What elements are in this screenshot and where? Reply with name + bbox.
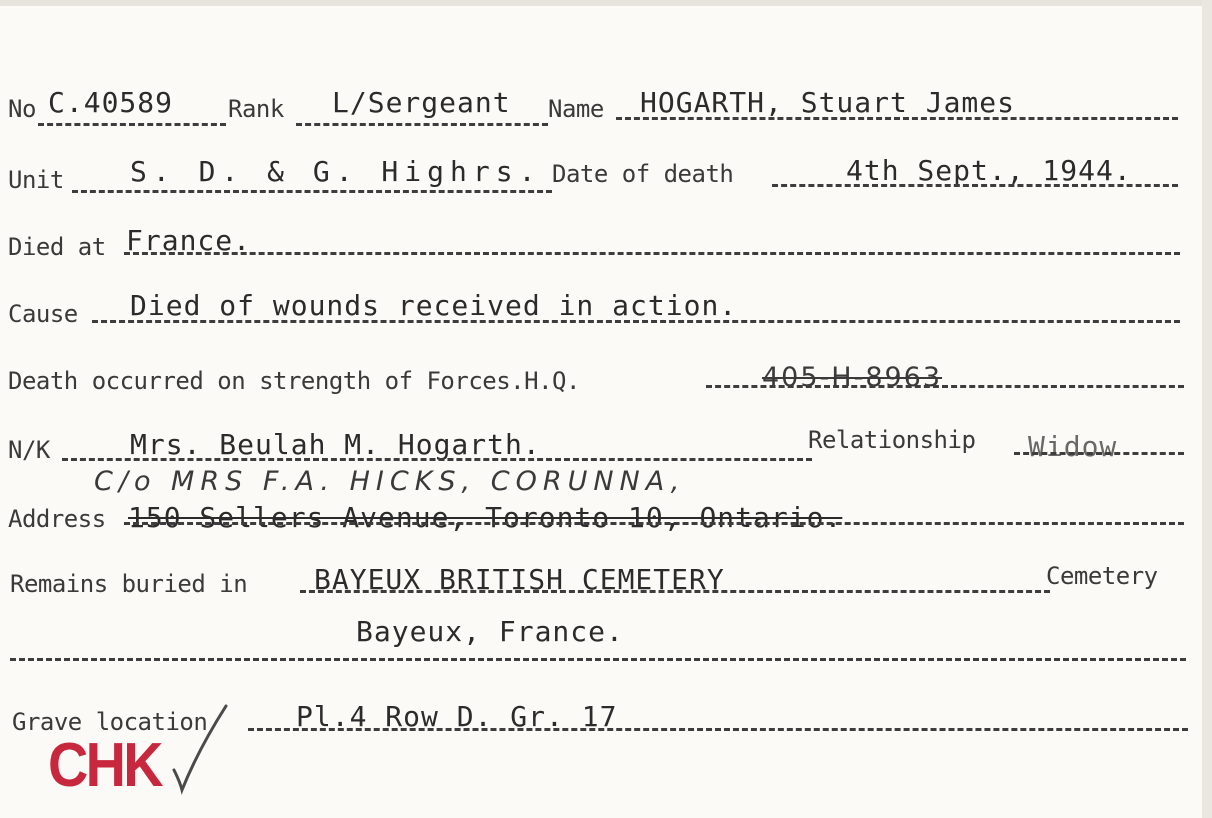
name-value: HOGARTH, Stuart James [640, 86, 1016, 119]
chk-stamp: CHK [48, 731, 161, 800]
unit-value: S. D. & G. Highrs. [130, 155, 542, 188]
rank-line [296, 123, 548, 126]
death-strength-line [706, 385, 1184, 388]
next-of-kin-value: Mrs. Beulah M. Hogarth. [130, 428, 541, 461]
died-at-value: France. [126, 224, 252, 257]
service-number: C.40589 [48, 86, 174, 119]
cemetery-suffix: Cemetery [1046, 562, 1158, 590]
forces-hq-number: 405-H-8963 [762, 362, 943, 393]
relationship-value: Widow [1028, 430, 1118, 463]
grave-location-value: Pl.4 Row D. Gr. 17 [296, 700, 618, 733]
date-of-death-value: 4th Sept., 1944. [846, 154, 1132, 187]
remains-line-2 [10, 658, 1186, 661]
address-value: 150 Sellers Avenue, Toronto 10, Ontario. [128, 501, 843, 534]
remains-value: BAYEUX BRITISH CEMETERY [314, 563, 725, 596]
grave-location-line [248, 728, 1188, 731]
address-line [124, 522, 1184, 525]
no-line [38, 123, 226, 126]
relationship-label: Relationship [808, 426, 976, 454]
cause-line [92, 320, 1180, 323]
handwritten-address: C/o MRS F.A. HICKS, CORUNNA, [94, 466, 686, 497]
died-at-label: Died at [8, 233, 106, 261]
remains-label: Remains buried in [10, 570, 248, 598]
no-label: No [8, 95, 36, 123]
remains-line [300, 590, 1050, 593]
address-label: Address [8, 505, 106, 533]
rank-label: Rank [228, 95, 284, 123]
died-at-line [124, 252, 1180, 255]
next-of-kin-label: N/K [8, 436, 50, 464]
death-strength-label: Death occurred on strength of Forces.H.Q. [8, 367, 580, 395]
checkmark-icon [168, 700, 238, 800]
name-label: Name [548, 95, 604, 123]
date-of-death-line [772, 184, 1178, 187]
grave-location-label: Grave location [12, 708, 208, 736]
cemetery-location: Bayeux, France. [356, 615, 624, 648]
relationship-line [1014, 452, 1184, 455]
date-of-death-label: Date of death [552, 160, 734, 188]
unit-label: Unit [8, 166, 64, 194]
card-top-edge [0, 0, 1212, 6]
card-right-edge [1202, 0, 1212, 818]
cause-label: Cause [8, 300, 78, 328]
cause-value: Died of wounds received in action. [130, 289, 738, 322]
next-of-kin-line [62, 458, 812, 461]
rank-value: L/Sergeant [332, 86, 511, 119]
unit-line [72, 190, 552, 193]
name-line [616, 117, 1178, 120]
